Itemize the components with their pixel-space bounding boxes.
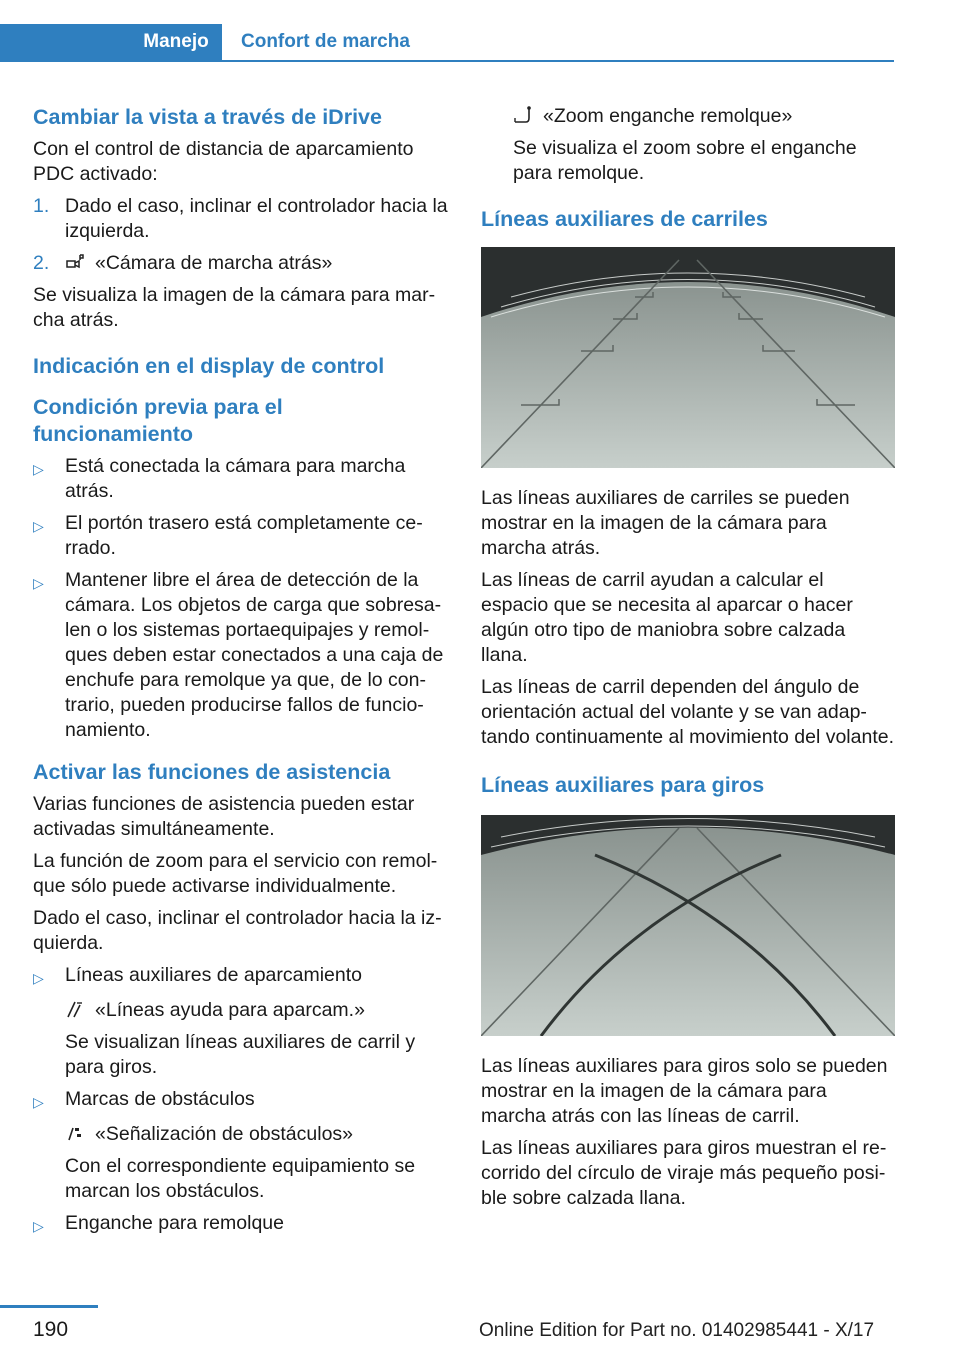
header-subsection: Confort de marcha xyxy=(241,31,410,52)
paragraph: Las líneas de carril dependen del ángulo de orientación actual del volante y se van adaptando continuamente al movimiento del volante. xyxy=(481,676,895,748)
parking-lines-icon xyxy=(65,999,85,1019)
function-menu xyxy=(33,1122,448,1147)
paragraph: Las líneas de carril ayudan a calcular el espacio que se necesita al aparcar o hacer algún otro tipo de maniobra sobre calzada llana. xyxy=(481,569,853,666)
function-desc: Se visualizan líneas auxiliares de carril y para giros. xyxy=(65,1031,416,1078)
zoom-menu-text: «Zoom enganche remolque» xyxy=(543,105,793,127)
left-column xyxy=(33,104,448,1246)
obstacle-marking-icon xyxy=(65,1123,85,1143)
heading-condicion: Condición previa para el funcionamiento xyxy=(33,395,283,446)
function-title: Líneas auxiliares de aparcamiento xyxy=(65,964,363,986)
function-item xyxy=(33,1211,448,1239)
paragraph: Dado el caso, inclinar el controlador hacia la izquierda. xyxy=(33,907,442,954)
function-title: Enganche para remolque xyxy=(65,1212,284,1234)
lane-lines-image xyxy=(481,247,895,468)
condition-item xyxy=(33,454,448,504)
paragraph: Las líneas auxiliares para giros solo se pueden mostrar en la imagen de la cámara para marcha atrás con las líneas de carril. xyxy=(481,1055,888,1127)
paragraph: Las líneas auxiliares para giros muestran el recorrido del círculo de viraje más pequeño posible sobre calzada llana. xyxy=(481,1137,887,1209)
condition-item xyxy=(33,511,448,561)
function-item xyxy=(33,1087,448,1115)
paragraph: Con el control de distancia de aparcamiento PDC activado: xyxy=(33,138,414,185)
function-title: Marcas de obstáculos xyxy=(65,1088,255,1110)
zoom-desc: Se visualiza el zoom sobre el enganche para remolque. xyxy=(513,137,857,184)
paragraph: Las líneas auxiliares de carriles se pueden mostrar en la imagen de la cámara para marcha atrás. xyxy=(481,487,850,559)
triangle-bullet-icon: ▷ xyxy=(33,1094,44,1110)
step-item xyxy=(33,194,448,244)
footer-rule xyxy=(0,1305,98,1308)
function-menu-text: «Señalización de obstáculos» xyxy=(95,1123,354,1145)
heading-idrive: Cambiar la vista a través de iDrive xyxy=(33,105,382,129)
step-text: «Cámara de marcha atrás» xyxy=(95,252,333,274)
condition-text: Mantener libre el área de detección de la cámara. Los objetos de carga que sobresalen o los sistemas portaequipajes y remolques deben estar conectados a una caja de enchufe para remolque ya que, de lo contrario, pueden producirse fallos de funcionamiento. xyxy=(65,569,444,741)
triangle-bullet-icon: ▷ xyxy=(33,970,44,986)
edition-text: Online Edition for Part no. 01402985441 - X/17 xyxy=(479,1320,875,1341)
heading-carriles: Líneas auxiliares de carriles xyxy=(481,207,768,231)
condition-item xyxy=(33,568,448,743)
heading-activar: Activar las funciones de asistencia xyxy=(33,760,391,784)
triangle-bullet-icon: ▷ xyxy=(33,461,44,477)
header-section: Manejo xyxy=(143,31,209,52)
heading-indicacion: Indicación en el display de control xyxy=(33,354,385,378)
triangle-bullet-icon: ▷ xyxy=(33,1218,44,1234)
right-column xyxy=(481,104,896,1218)
rear-camera-icon xyxy=(65,252,85,272)
zoom-menu xyxy=(481,104,896,129)
function-item xyxy=(33,963,448,991)
condition-text: Está conectada la cámara para marcha atrás. xyxy=(65,455,406,502)
function-desc: Con el correspondiente equipamiento se marcan los obstáculos. xyxy=(65,1155,416,1202)
condition-text: El portón trasero está completamente cerrado. xyxy=(65,512,423,559)
turn-lines-image xyxy=(481,815,895,1036)
step-item xyxy=(33,251,448,276)
step-number: 2. xyxy=(33,252,50,274)
paragraph: Varias funciones de asistencia pueden estar activadas simultáneamente. xyxy=(33,793,415,840)
triangle-bullet-icon: ▷ xyxy=(33,518,44,534)
step-number: 1. xyxy=(33,195,50,217)
page-number: 190 xyxy=(33,1318,69,1341)
function-menu-text: «Líneas ayuda para aparcam.» xyxy=(95,999,365,1021)
trailer-hitch-icon xyxy=(513,105,533,125)
paragraph: Se visualiza la imagen de la cámara para marcha atrás. xyxy=(33,284,436,331)
header-rule xyxy=(222,60,894,62)
heading-giros: Líneas auxiliares para giros xyxy=(481,773,765,797)
function-menu xyxy=(33,998,448,1023)
paragraph: La función de zoom para el servicio con remolque sólo puede activarse individualmente. xyxy=(33,850,438,897)
triangle-bullet-icon: ▷ xyxy=(33,575,44,591)
step-text: Dado el caso, inclinar el controlador hacia la izquierda. xyxy=(65,195,448,242)
